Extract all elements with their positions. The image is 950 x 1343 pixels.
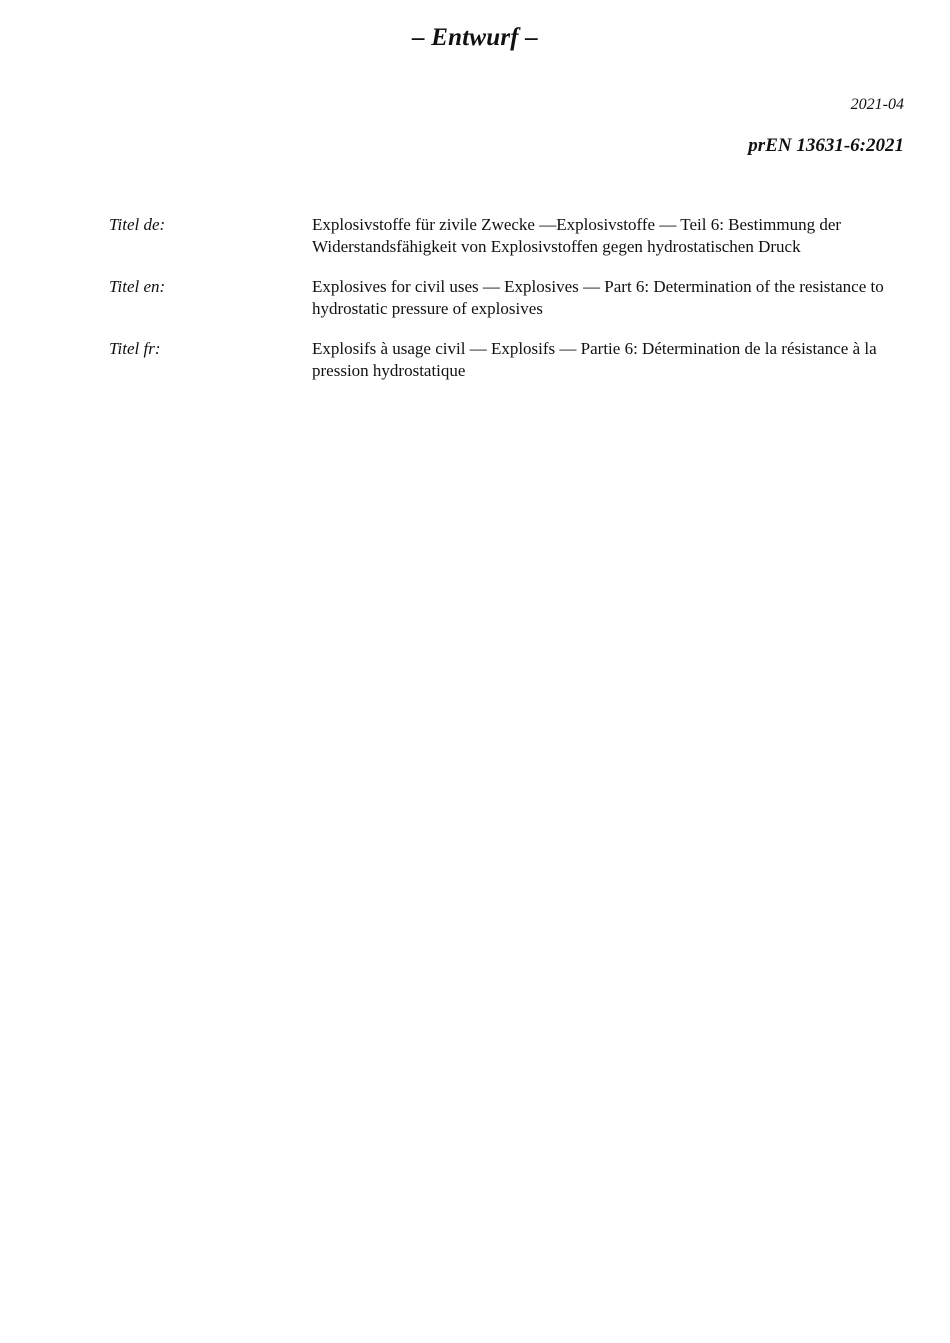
title-label-fr: Titel fr:	[109, 339, 161, 358]
title-label-en: Titel en:	[109, 277, 166, 296]
title-text-fr: Explosifs à usage civil — Explosifs — Partie 6: Détermination de la résistance à la pression hydrostatique	[312, 339, 877, 380]
title-label-de: Titel de:	[109, 215, 166, 234]
title-row-en	[109, 276, 909, 320]
title-row-de	[109, 214, 909, 258]
titles-section	[109, 214, 909, 400]
draft-banner: – Entwurf –	[412, 24, 538, 51]
title-row-fr	[109, 338, 909, 382]
title-text-en: Explosives for civil uses — Explosives — Part 6: Determination of the resistance to hydrostatic pressure of explosives	[312, 277, 884, 318]
title-text-de: Explosivstoffe für zivile Zwecke —Explosivstoffe — Teil 6: Bestimmung der Widerstandsfähigkeit von Explosivstoffen gegen hydrostatischen Druck	[312, 215, 842, 256]
document-number: prEN 13631-6:2021	[748, 135, 904, 156]
document-date: 2021-04	[850, 96, 904, 113]
